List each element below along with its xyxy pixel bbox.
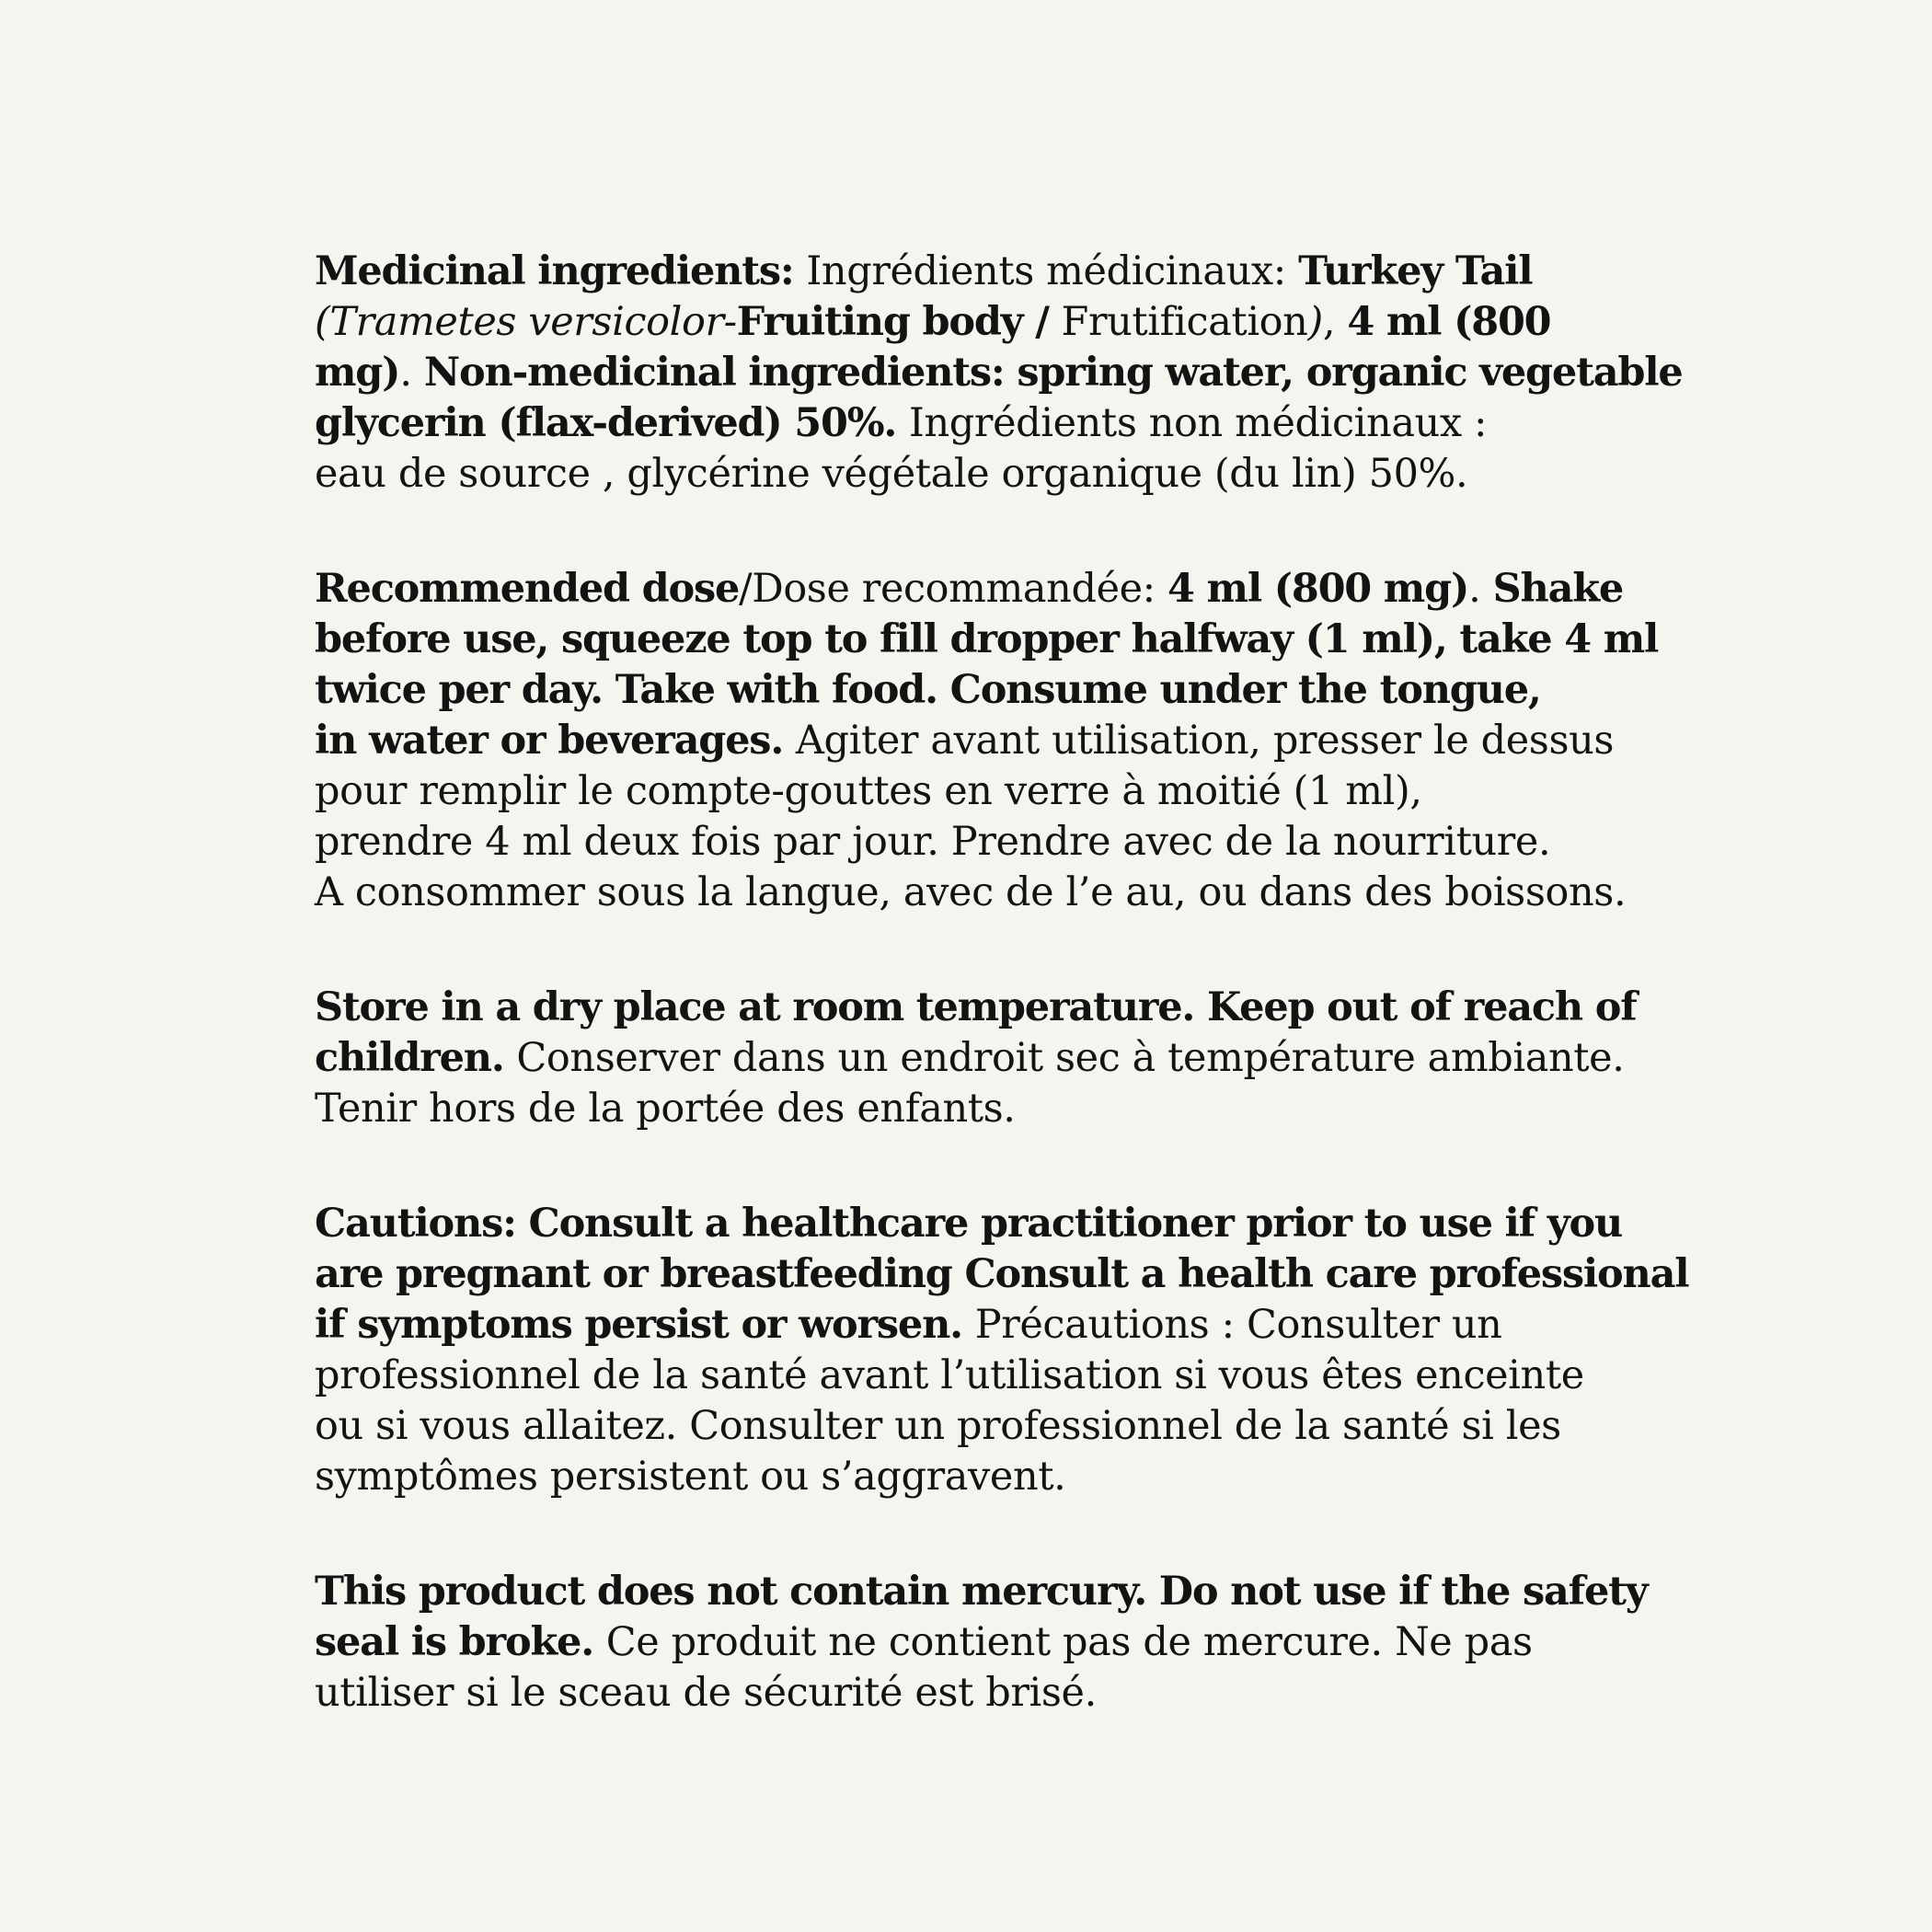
label-line — [315, 1249, 1713, 1300]
text-segment: . — [1468, 566, 1493, 612]
text-segment: symptômes persistent ou s’aggravent. — [315, 1454, 1066, 1500]
text-segment: Cautions: Consult a healthcare practitioner prior to use if you — [315, 1201, 1623, 1247]
label-line — [315, 1567, 1713, 1617]
text-segment: eau de source , glycérine végétale organique (du lin) 50%. — [315, 451, 1468, 497]
text-segment: Turkey Tail — [1298, 248, 1533, 294]
text-segment: Conserver dans un endroit sec à température ambiante. — [516, 1035, 1625, 1081]
text-segment: Medicinal ingredients: — [315, 248, 807, 294]
text-segment: ) — [1307, 299, 1323, 345]
label-line — [315, 1617, 1713, 1668]
label-line — [315, 615, 1713, 665]
text-segment: prendre 4 ml deux fois par jour. Prendre avec de la nourriture. — [315, 819, 1551, 865]
label-line — [315, 1033, 1713, 1084]
text-segment: before use, squeeze top to fill dropper halfway (1 ml), take 4 ml — [315, 616, 1659, 662]
label-paragraph-cautions — [315, 1199, 1713, 1502]
label-paragraph-recommended-dose — [315, 564, 1713, 918]
text-segment: Agiter avant utilisation, presser le dessus — [795, 718, 1615, 764]
text-segment: are pregnant or breastfeeding Consult a health care professional — [315, 1251, 1689, 1297]
text-segment: children. — [315, 1035, 517, 1081]
label-line — [315, 398, 1713, 449]
label-line — [315, 665, 1713, 716]
text-segment: , — [1322, 299, 1348, 345]
label-line — [315, 1668, 1713, 1719]
label-line — [315, 1452, 1713, 1502]
text-segment: (Trametes versicolor- — [315, 299, 737, 345]
label-line — [315, 1351, 1713, 1401]
text-segment: in water or beverages. — [315, 718, 796, 764]
label-line — [315, 868, 1713, 918]
text-segment: . — [399, 350, 424, 396]
text-segment: Ingrédients médicinaux: — [806, 248, 1299, 294]
label-line — [315, 716, 1713, 766]
text-segment: Ce produit ne contient pas de mercure. Ne pas — [605, 1619, 1533, 1665]
label-line — [315, 348, 1713, 398]
text-segment: Tenir hors de la portée des enfants. — [315, 1086, 1016, 1132]
text-segment: Store in a dry place at room temperature. Keep out of reach of — [315, 984, 1637, 1030]
text-segment: professionnel de la santé avant l’utilisation si vous êtes enceinte — [315, 1352, 1584, 1398]
text-segment: Fruiting body / — [736, 299, 1062, 345]
text-segment: glycerin (flax-derived) 50%. — [315, 400, 909, 446]
label-line — [315, 983, 1713, 1033]
label-line — [315, 247, 1713, 297]
text-segment: mg) — [315, 350, 400, 396]
text-segment: Ingrédients non médicinaux : — [908, 400, 1488, 446]
text-segment: This product does not contain mercury. Do not use if the safety — [315, 1569, 1648, 1615]
text-segment: Précautions : Consulter un — [974, 1302, 1502, 1348]
label-paragraph-mercury-seal-warning — [315, 1567, 1713, 1719]
text-segment: 4 ml (800 mg) — [1167, 566, 1469, 612]
label-line — [315, 1401, 1713, 1452]
text-segment: pour remplir le compte-gouttes en verre à moitié (1 ml), — [315, 768, 1422, 814]
label-line — [315, 1199, 1713, 1249]
label-line — [315, 817, 1713, 868]
text-segment: ou si vous allaitez. Consulter un professionnel de la santé si les — [315, 1403, 1561, 1449]
text-segment: Recommended dose — [315, 566, 740, 612]
label-line — [315, 297, 1713, 348]
text-segment: twice per day. Take with food. Consume under the tongue, — [315, 667, 1541, 713]
text-segment: Shake — [1492, 566, 1623, 612]
text-segment: Frutification — [1061, 299, 1308, 345]
label-text-panel — [315, 247, 1713, 1783]
text-segment: utiliser si le sceau de sécurité est brisé. — [315, 1670, 1097, 1716]
text-segment: A consommer sous la langue, avec de l’e au, ou dans des boissons. — [315, 869, 1627, 915]
text-segment: seal is broke. — [315, 1619, 606, 1665]
text-segment: Non-medicinal ingredients: spring water, organic vegetable — [423, 350, 1683, 396]
label-line — [315, 564, 1713, 615]
label-paragraph-medicinal-ingredients — [315, 247, 1713, 500]
label-line — [315, 1300, 1713, 1351]
text-segment: 4 ml (800 — [1347, 299, 1551, 345]
label-line — [315, 766, 1713, 817]
label-line — [315, 449, 1713, 500]
text-segment: if symptoms persist or worsen. — [315, 1302, 975, 1348]
text-segment: /Dose recommandée: — [739, 566, 1168, 612]
label-line — [315, 1084, 1713, 1134]
label-paragraph-storage — [315, 983, 1713, 1134]
